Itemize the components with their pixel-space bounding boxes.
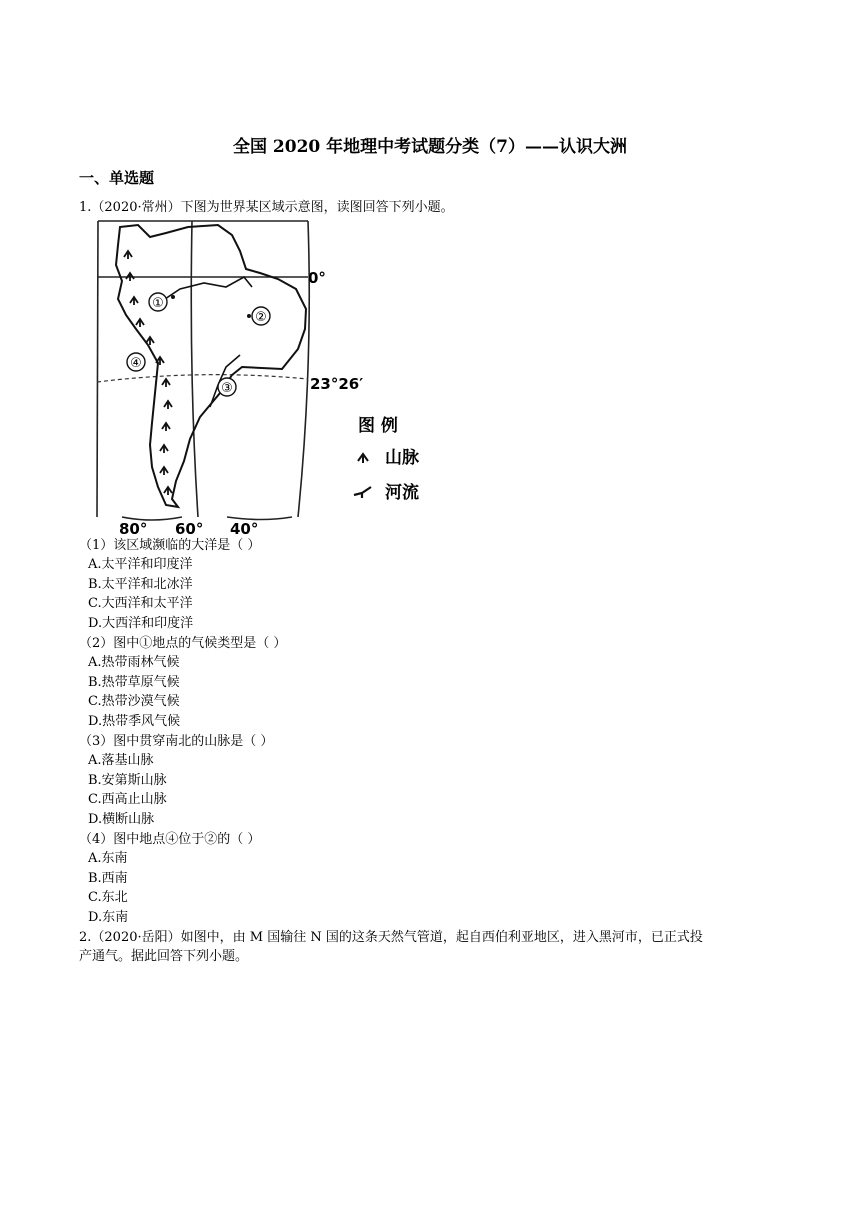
sub-question-3-option-b: B.安第斯山脉 (88, 773, 167, 788)
sub-question-2-option-a: A.热带雨林气候 (88, 655, 180, 670)
sub-question-2-stem: （2）图中①地点的气候类型是（ ） (79, 636, 287, 651)
andes-mountains (124, 251, 172, 495)
south-america-map (92, 217, 442, 539)
sub-question-1-option-a: A.太平洋和印度洋 (88, 557, 193, 572)
sub-question-3-option-c: C.西高止山脉 (88, 792, 167, 807)
legend-river-label: 河流 (385, 483, 419, 503)
sub-question-1-option-d: D.大西洋和印度洋 (88, 616, 194, 631)
tropic-line (97, 375, 308, 382)
point-2-label: ② (255, 310, 267, 325)
sub-question-1-option-c: C.大西洋和太平洋 (88, 596, 193, 611)
lon-label-40: 40° (230, 520, 259, 538)
mountain-symbol (358, 454, 368, 463)
lon-label-60: 60° (175, 520, 204, 538)
page-title: 全国 2020 年地理中考试题分类（7）——认识大洲 (233, 137, 627, 157)
tropic-label: 23°26′ (310, 375, 364, 393)
section-heading: 一、单选题 (79, 169, 155, 187)
map-frame (97, 221, 309, 520)
amazon-river (156, 277, 252, 305)
equator-label: 0° (308, 269, 326, 287)
sub-question-4-option-b: B.西南 (88, 871, 128, 886)
sub-question-4-option-c: C.东北 (88, 890, 128, 905)
sub-question-4-stem: （4）图中地点④位于②的（ ） (79, 832, 261, 847)
legend-mountain-label: 山脉 (385, 448, 419, 468)
sub-question-2-option-b: B.热带草原气候 (88, 675, 180, 690)
sub-question-2-option-c: C.热带沙漠气候 (88, 694, 180, 709)
map-legend (354, 415, 420, 503)
sub-question-3-option-a: A.落基山脉 (88, 753, 154, 768)
sub-question-3-option-d: D.横断山脉 (88, 812, 155, 827)
sub-question-4-option-d: D.东南 (88, 910, 129, 925)
question-1-stem: 1.（2020·常州）下图为世界某区域示意图，读图回答下列小题。 (79, 200, 454, 215)
question-2-stem-line-2: 产通气。据此回答下列小题。 (79, 949, 249, 964)
legend-title: 图 例 (358, 416, 398, 436)
lon-label-80: 80° (119, 520, 148, 538)
point-4-label: ④ (130, 356, 142, 371)
sub-question-1-option-b: B.太平洋和北冰洋 (88, 577, 193, 592)
point-3-label: ③ (221, 381, 233, 396)
sub-question-2-option-d: D.热带季风气候 (88, 714, 181, 729)
sub-question-3-stem: （3）图中贯穿南北的山脉是（ ） (79, 734, 274, 749)
sub-question-4-option-a: A.东南 (88, 851, 128, 866)
river-symbol (354, 487, 371, 498)
sub-question-1-stem: （1）该区域濒临的大洋是（ ） (79, 538, 261, 553)
question-2-stem-line-1: 2.（2020·岳阳）如图中，由 M 国输往 N 国的这条天然气管道，起自西伯利亚地区，进入黑河市，已正式投 (79, 930, 703, 945)
point-1-label: ① (152, 296, 164, 311)
